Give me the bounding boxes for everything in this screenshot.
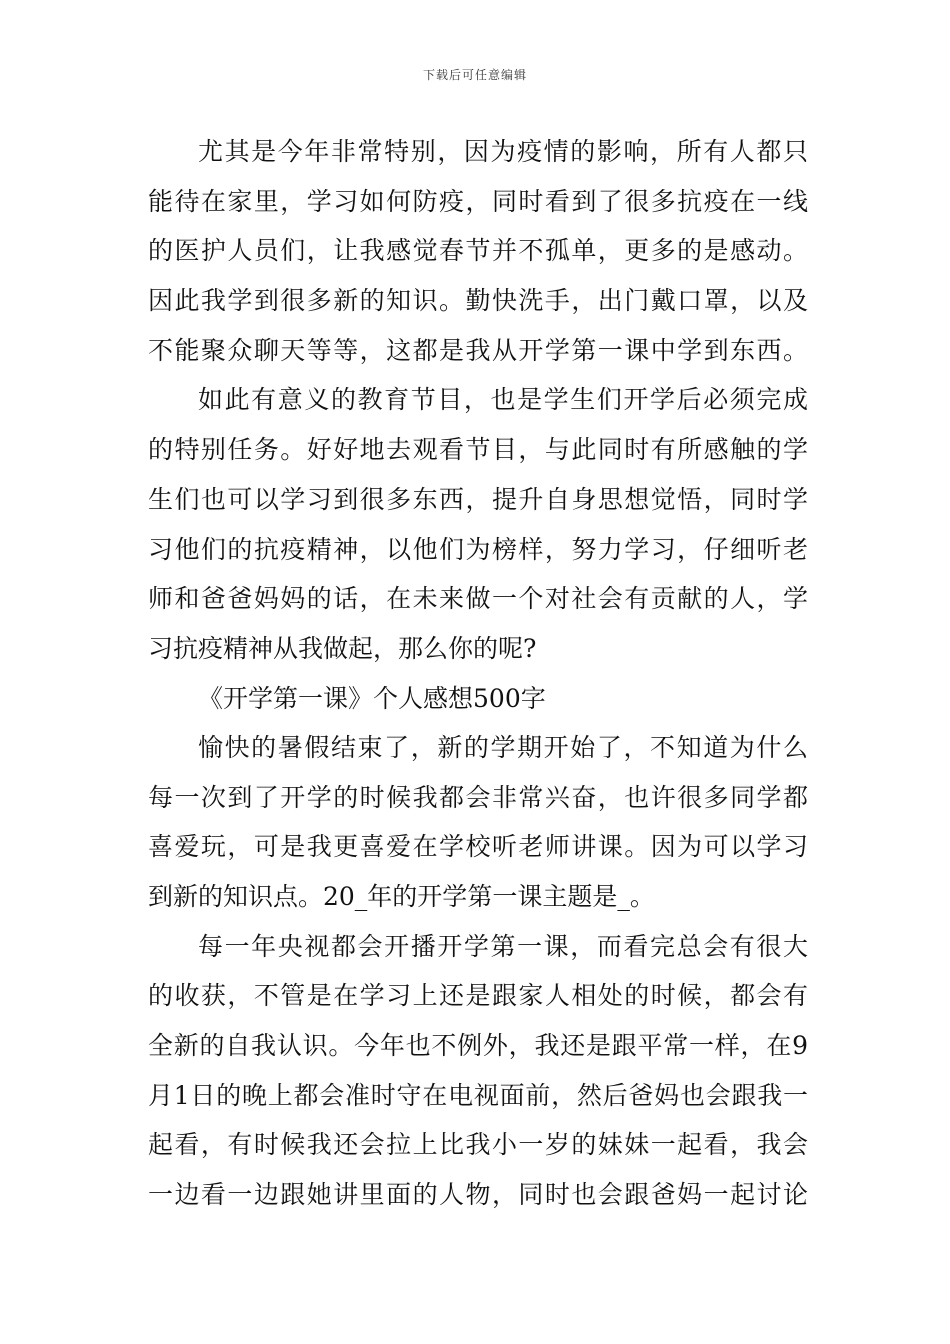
paragraph-line: 如此有意义的教育节目，也是学生们开学后必须完成 [198,385,808,414]
paragraph-line: 每一年央视都会开播开学第一课，而看完总会有很大 [198,932,808,961]
paragraph-line: 尤其是今年非常特别，因为疫情的影响，所有人都只 [198,137,808,166]
paragraph-line: 愉快的暑假结束了，新的学期开始了，不知道为什么 [198,733,808,762]
section-heading: 《开学第一课》个人感想500字 [198,684,546,713]
paragraph-line: 每一次到了开学的时候我都会非常兴奋，也许很多同学都 [148,783,808,812]
paragraph-line: 师和爸爸妈妈的话，在未来做一个对社会有贡献的人，学 [148,584,808,613]
header-note: 下载后可任意编辑 [422,68,527,82]
paragraph-line: 全新的自我认识。今年也不例外，我还是跟平常一样，在9 [148,1031,808,1060]
paragraph-line: 月1日的晚上都会准时守在电视面前，然后爸妈也会跟我一 [148,1081,808,1110]
paragraph-line: 生们也可以学习到很多东西，提升自身思想觉悟，同时学 [148,485,808,514]
paragraph-line: 到新的知识点。20_年的开学第一课主题是_。 [148,882,655,911]
paragraph-line: 一边看一边跟她讲里面的人物，同时也会跟爸妈一起讨论 [148,1180,808,1209]
paragraph-line: 的收获，不管是在学习上还是跟家人相处的时候，都会有 [148,981,808,1010]
paragraph-line: 喜爱玩，可是我更喜爱在学校听老师讲课。因为可以学习 [148,832,808,861]
paragraph-line: 的医护人员们，让我感觉春节并不孤单，更多的是感动。 [148,236,808,265]
paragraph-line: 的特别任务。好好地去观看节目，与此同时有所感触的学 [148,435,808,464]
paragraph-line: 起看，有时候我还会拉上比我小一岁的妹妹一起看，我会 [148,1130,808,1159]
paragraph-line: 不能聚众聊天等等，这都是我从开学第一课中学到东西。 [148,336,808,365]
paragraph-line: 能待在家里，学习如何防疫，同时看到了很多抗疫在一线 [148,187,808,216]
paragraph-line: 习他们的抗疫精神，以他们为榜样，努力学习，仔细听老 [148,535,808,564]
paragraph-line: 习抗疫精神从我做起，那么你的呢? [148,634,537,663]
paragraph-line: 因此我学到很多新的知识。勤快洗手，出门戴口罩，以及 [148,286,808,315]
